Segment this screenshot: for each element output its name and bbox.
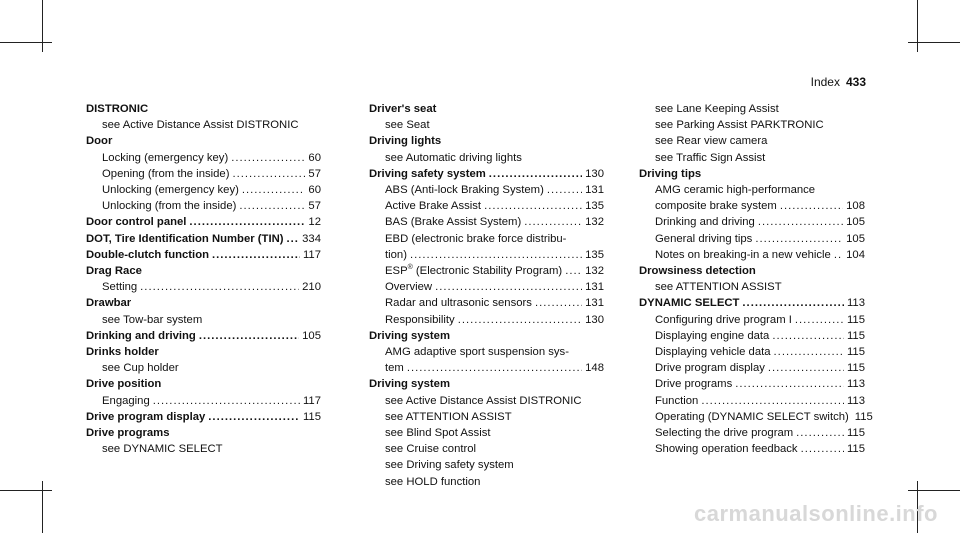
- index-column-3: [639, 101, 873, 457]
- entry-label: [655, 409, 849, 425]
- entry-label: [655, 441, 798, 457]
- dot-leader: [774, 344, 844, 360]
- page-reference: 115: [302, 410, 321, 423]
- index-heading: Drinks holder: [86, 346, 159, 359]
- entry-text: Overview: [385, 281, 433, 294]
- page-reference: 115: [846, 346, 865, 359]
- dot-leader: [484, 198, 582, 214]
- page-reference: 113: [846, 378, 865, 391]
- index-subentry: see Traffic Sign Assist: [655, 151, 766, 164]
- index-subentry: see ATTENTION ASSIST: [655, 281, 782, 294]
- index-subentry: [639, 247, 865, 263]
- entry-text: Unlocking (emergency key): [102, 184, 239, 197]
- entry-label: [385, 198, 481, 214]
- entry-text: Drinking and driving: [655, 216, 755, 229]
- index-heading: Drag Race: [86, 265, 142, 278]
- index-subentry: [86, 198, 321, 214]
- dot-leader: [189, 214, 305, 230]
- page-reference: 105: [846, 216, 865, 229]
- entry-label: [655, 328, 769, 344]
- entry-label: [86, 247, 209, 263]
- entry-text: Active Brake Assist: [385, 200, 482, 213]
- entry-text: Function: [655, 394, 699, 407]
- crop-mark: [908, 42, 960, 43]
- dot-leader: [801, 441, 844, 457]
- dot-leader: [742, 295, 844, 311]
- page-reference: 131: [585, 281, 604, 294]
- page-reference: 131: [585, 184, 604, 197]
- dot-leader: [140, 279, 299, 295]
- entry-text: ESP: [385, 265, 408, 278]
- index-subentry: [369, 214, 604, 230]
- index-heading: Driving lights: [369, 135, 442, 148]
- index-heading: Driver's seat: [369, 103, 437, 115]
- entry-label: [655, 312, 792, 328]
- entry-text: Driving safety system: [369, 167, 486, 180]
- index-heading: DISTRONIC: [86, 103, 149, 115]
- index-subentry: see Driving safety system: [385, 459, 514, 472]
- index-subentry: see Cruise control: [385, 443, 477, 456]
- page-reference: 334: [302, 232, 321, 245]
- entry-label: [385, 182, 544, 198]
- index-subentry: see Cup holder: [102, 362, 179, 375]
- entry-label: [369, 166, 486, 182]
- dot-leader: [410, 247, 582, 263]
- entry-label: [86, 231, 284, 247]
- index-subentry: [639, 376, 865, 392]
- section-title: Index: [810, 75, 840, 89]
- page-reference: 12: [308, 216, 321, 229]
- entry-text: DYNAMIC SELECT: [639, 297, 740, 310]
- entry-label: [655, 198, 777, 214]
- page-reference: 148: [585, 362, 604, 375]
- crop-mark: [0, 490, 52, 491]
- index-heading: [86, 247, 321, 263]
- index-subentry: see Rear view camera: [655, 135, 768, 148]
- page-reference: 105: [846, 232, 865, 245]
- entry-label: [655, 425, 793, 441]
- index-subentry: see Blind Spot Assist: [385, 427, 491, 440]
- index-subentry: [369, 312, 604, 328]
- entry-label: [655, 360, 765, 376]
- crop-mark: [42, 0, 43, 52]
- entry-text: composite brake system: [655, 200, 777, 213]
- page-reference: 115: [846, 362, 865, 375]
- entry-text: BAS (Brake Assist System): [385, 216, 522, 229]
- entry-text: Unlocking (from the inside): [102, 200, 237, 213]
- entry-label: [385, 312, 455, 328]
- entry-text: Configuring drive program I: [655, 313, 792, 326]
- index-subentry: [639, 312, 865, 328]
- page-reference: 113: [846, 297, 865, 310]
- page-reference: 130: [585, 167, 604, 180]
- index-heading: Drive position: [86, 378, 162, 391]
- page-reference: 210: [302, 281, 321, 294]
- page-reference: 117: [302, 248, 321, 261]
- entry-label: [385, 295, 532, 311]
- entry-label: [639, 295, 739, 311]
- dot-leader: [489, 166, 582, 182]
- entry-text: Responsibility: [385, 313, 455, 326]
- index-subentry: [639, 409, 873, 425]
- entry-text: ABS (Anti-lock Braking System): [385, 184, 544, 197]
- index-heading: [369, 166, 604, 182]
- dot-leader: [755, 231, 843, 247]
- entry-label: [385, 247, 407, 263]
- entry-text: Locking (emergency key): [102, 151, 229, 164]
- dot-leader: [407, 360, 582, 376]
- index-subentry: see Parking Assist PARKTRONIC: [655, 119, 824, 132]
- index-subentry: [86, 182, 321, 198]
- page-reference: 57: [308, 200, 321, 213]
- dot-leader: [231, 150, 305, 166]
- page-reference: 132: [585, 265, 604, 278]
- index-subentry: [86, 279, 321, 295]
- index-subentry: [639, 344, 865, 360]
- index-subentry: see Lane Keeping Assist: [655, 103, 779, 115]
- dot-leader: [796, 425, 844, 441]
- entry-label: [655, 393, 698, 409]
- index-column-2: [369, 101, 604, 490]
- index-heading: [86, 328, 321, 344]
- entry-text: DOT, Tire Identification Number (TIN): [86, 232, 284, 245]
- entry-text: Showing operation feedback: [655, 443, 798, 456]
- index-subentry: AMG ceramic high-performance: [655, 184, 816, 197]
- entry-label: [385, 263, 562, 279]
- index-heading: [86, 231, 321, 247]
- index-column-1: [86, 101, 321, 457]
- dot-leader: [435, 279, 582, 295]
- page-reference: 60: [308, 151, 321, 164]
- entry-label: [102, 198, 236, 214]
- entry-text: Drinking and driving: [86, 329, 196, 342]
- index-subentry: [369, 279, 604, 295]
- dot-leader: [535, 295, 582, 311]
- index-subentry: see Seat: [385, 119, 430, 132]
- entry-text: Drive program display: [86, 410, 206, 423]
- index-heading: Driving tips: [639, 167, 702, 180]
- dot-leader: [735, 376, 844, 392]
- index-heading: [86, 214, 321, 230]
- index-subentry: see DYNAMIC SELECT: [102, 443, 223, 456]
- page-reference: 115: [846, 443, 865, 456]
- dot-leader: [524, 214, 582, 230]
- entry-text: tion): [385, 248, 407, 261]
- index-subentry: [86, 150, 321, 166]
- crop-mark: [908, 490, 960, 491]
- index-heading: Door: [86, 135, 113, 148]
- dot-leader: [458, 312, 582, 328]
- entry-label: [102, 279, 137, 295]
- entry-text: Drive programs: [655, 378, 733, 391]
- dot-leader: [212, 247, 300, 263]
- entry-text: Radar and ultrasonic sensors: [385, 297, 532, 310]
- entry-label: [655, 344, 771, 360]
- page-reference: 117: [302, 394, 321, 407]
- entry-text: Door control panel: [86, 216, 187, 229]
- entry-label: [102, 166, 229, 182]
- entry-text: tem: [385, 362, 404, 375]
- index-subentry: EBD (electronic brake force distribu-: [385, 232, 567, 245]
- entry-label: [385, 279, 432, 295]
- entry-label: [102, 150, 228, 166]
- crop-mark: [0, 42, 52, 43]
- index-heading: [639, 295, 865, 311]
- entry-text: Double-clutch function: [86, 248, 209, 261]
- entry-label: [655, 214, 755, 230]
- index-subentry: [639, 360, 865, 376]
- index-subentry: [639, 393, 865, 409]
- entry-label: [86, 409, 205, 425]
- page-reference: 135: [585, 200, 604, 213]
- watermark: carmanualsonline.info: [694, 501, 938, 526]
- index-subentry: [86, 166, 321, 182]
- entry-label: [655, 376, 732, 392]
- page-reference: 135: [585, 248, 604, 261]
- page-reference: 108: [846, 200, 865, 213]
- dot-leader: [287, 231, 300, 247]
- index-subentry: [369, 295, 604, 311]
- index-subentry: [639, 441, 865, 457]
- crop-mark: [917, 0, 918, 52]
- index-heading: Driving system: [369, 329, 450, 342]
- page-reference: 105: [302, 329, 321, 342]
- index-heading: Drawbar: [86, 297, 132, 310]
- dot-leader: [242, 182, 306, 198]
- entry-label: [102, 182, 239, 198]
- page-number: 433: [845, 75, 866, 89]
- page-reference: 57: [308, 167, 321, 180]
- entry-label: [385, 214, 521, 230]
- dot-leader: [772, 328, 844, 344]
- registered-mark: ®: [407, 264, 413, 272]
- index-subentry: [369, 360, 604, 376]
- entry-text: Displaying vehicle data: [655, 346, 771, 359]
- dot-leader: [701, 393, 844, 409]
- index-subentry: see Active Distance Assist DISTRONIC: [385, 394, 582, 407]
- index-subentry: [369, 247, 604, 263]
- page-reference: 115: [854, 410, 873, 423]
- entry-label: [86, 328, 196, 344]
- index-subentry: [639, 425, 865, 441]
- dot-leader: [547, 182, 582, 198]
- page-reference: 115: [846, 427, 865, 440]
- page-header: [811, 75, 866, 89]
- index-heading: Drowsiness detection: [639, 265, 756, 278]
- index-subentry: [639, 328, 865, 344]
- page-reference: 115: [846, 329, 865, 342]
- index-heading: [86, 409, 321, 425]
- index-subentry: [369, 182, 604, 198]
- dot-leader: [780, 198, 843, 214]
- dot-leader: [208, 409, 300, 425]
- index-subentry: AMG adaptive sport suspension sys-: [385, 346, 569, 359]
- dot-leader: [795, 312, 844, 328]
- dot-leader: [834, 247, 843, 263]
- dot-leader: [758, 214, 843, 230]
- index-subentry: [86, 393, 321, 409]
- entry-text: Opening (from the inside): [102, 167, 230, 180]
- index-subentry: see Active Distance Assist DISTRONIC: [102, 119, 299, 132]
- page-reference: 60: [308, 184, 321, 197]
- entry-label: [655, 247, 831, 263]
- dot-leader: [239, 198, 305, 214]
- entry-text: Displaying engine data: [655, 329, 770, 342]
- dot-leader: [768, 360, 844, 376]
- index-subentry: [639, 231, 865, 247]
- entry-text: Engaging: [102, 394, 150, 407]
- dot-leader: [199, 328, 299, 344]
- entry-label: [86, 214, 186, 230]
- page-reference: 132: [585, 216, 604, 229]
- entry-text: Setting: [102, 281, 138, 294]
- index-subentry: [639, 198, 865, 214]
- entry-text: Notes on breaking-in a new vehicle: [655, 248, 831, 261]
- page-reference: 131: [585, 297, 604, 310]
- dot-leader: [153, 393, 300, 409]
- index-subentry: [639, 214, 865, 230]
- index-subentry: [369, 263, 604, 279]
- index-subentry: see Automatic driving lights: [385, 151, 522, 164]
- index-heading: Driving system: [369, 378, 450, 391]
- entry-label: [102, 393, 150, 409]
- dot-leader: [565, 263, 582, 279]
- index-heading: Drive programs: [86, 427, 170, 440]
- entry-label: [385, 360, 404, 376]
- index-subentry: see ATTENTION ASSIST: [385, 410, 512, 423]
- crop-mark: [42, 481, 43, 533]
- page-reference: 104: [846, 248, 865, 261]
- entry-text: Operating (DYNAMIC SELECT switch): [655, 410, 849, 423]
- entry-label: [655, 231, 752, 247]
- index-subentry: [369, 198, 604, 214]
- entry-text: General driving tips: [655, 232, 753, 245]
- index-subentry: see Tow-bar system: [102, 313, 203, 326]
- page-reference: 113: [846, 394, 865, 407]
- page-reference: 130: [585, 313, 604, 326]
- entry-text: Selecting the drive program: [655, 427, 794, 440]
- entry-text: Drive program display: [655, 362, 765, 375]
- entry-text-rest: (Electronic Stability Program): [412, 265, 563, 278]
- page-reference: 115: [846, 313, 865, 326]
- index-subentry: see HOLD function: [385, 475, 481, 488]
- dot-leader: [232, 166, 305, 182]
